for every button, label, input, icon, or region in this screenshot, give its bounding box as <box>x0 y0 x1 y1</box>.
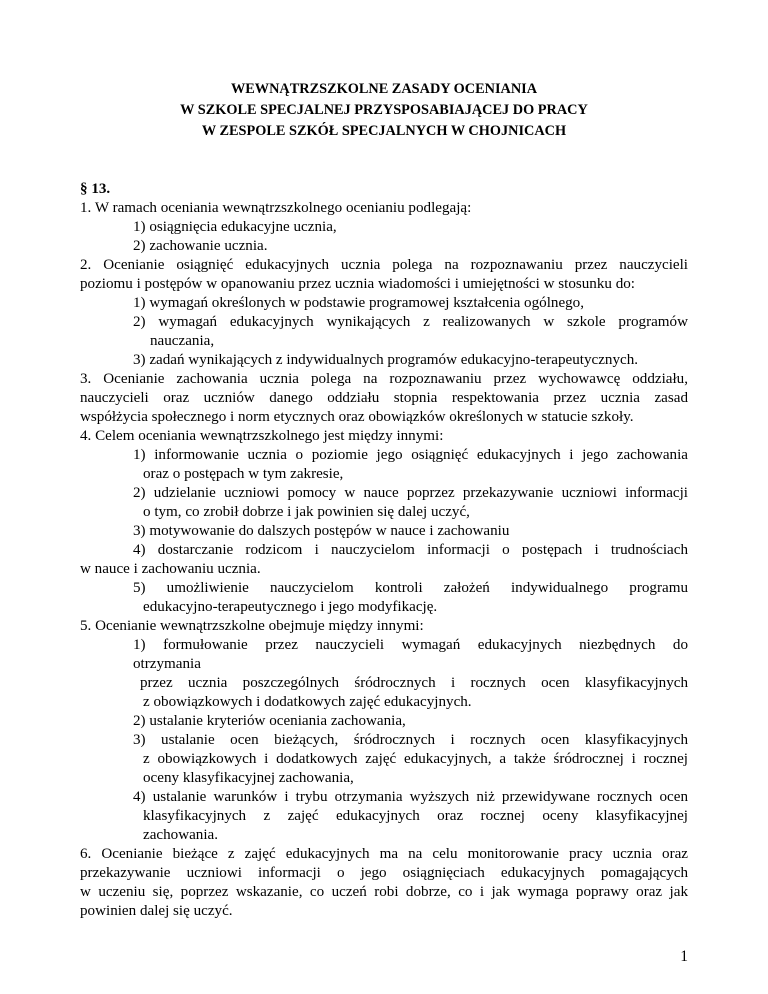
text-line: 6. Ocenianie bieżące z zajęć edukacyjnych ma na celu monitorowanie pracy ucznia oraz <box>80 846 688 862</box>
text-line: 2) wymagań edukacyjnych wynikających z realizowanych w szkole programów <box>133 314 688 330</box>
text-line: poziomu i postępów w opanowaniu przez ucznia wiadomości i umiejętności w stosunku do: <box>80 276 636 292</box>
text-line: 3. Ocenianie zachowania ucznia polega na rozpoznawaniu przez wychowawcę oddziału, <box>80 371 688 387</box>
text-line: 1) osiągnięcia edukacyjne ucznia, <box>133 219 337 235</box>
text-line: współżycia społecznego i norm etycznych oraz obowiązków określonych w statucie szkoły. <box>80 409 634 425</box>
text-line: 4. Celem oceniania wewnątrzszkolnego jest między innymi: <box>80 428 444 444</box>
text-line: 2) udzielanie uczniowi pomocy w nauce poprzez przekazywanie uczniowi informacji <box>133 485 688 501</box>
text-line: 5) umożliwienie nauczycielom kontroli założeń indywidualnego programu <box>133 580 688 596</box>
page-number: 1 <box>680 948 688 965</box>
text-line: nauczycieli oraz uczniów danego oddziału stopnia respektowania przez ucznia zasad <box>80 390 688 406</box>
text-line: zachowania. <box>143 827 219 843</box>
text-line: 4) ustalanie warunków i trybu otrzymania wyższych niż przewidywane rocznych ocen <box>133 789 688 805</box>
text-line: 4) dostarczanie rodzicom i nauczycielom informacji o postępach i trudnościach <box>133 542 688 558</box>
text-line: przez ucznia poszczególnych śródrocznych i rocznych ocen klasyfikacyjnych <box>140 675 688 691</box>
text-line: 5. Ocenianie wewnątrzszkolne obejmuje między innymi: <box>80 618 424 634</box>
title-line-2: W SZKOLE SPECJALNEJ PRZYSPOSABIAJĄCEJ DO PRACY <box>180 102 588 118</box>
title-line-3: W ZESPOLE SZKÓŁ SPECJALNYCH W CHOJNICACH <box>201 123 567 139</box>
text-line: 3) zadań wynikających z indywidualnych programów edukacyjno-terapeutycznych. <box>133 352 639 368</box>
text-line: 2) zachowanie ucznia. <box>133 238 268 254</box>
text-line: edukacyjno-terapeutycznego i jego modyfikację. <box>143 599 438 615</box>
text-line: z obowiązkowych i dodatkowych zajęć edukacyjnych, a także śródrocznej i rocznej <box>143 751 688 767</box>
text-line: nauczania, <box>150 333 215 349</box>
text-line: 1. W ramach oceniania wewnątrzszkolnego ocenianiu podlegają: <box>80 200 472 216</box>
text-line: 1) informowanie ucznia o poziomie jego osiągnięć edukacyjnych i jego zachowania <box>133 447 688 463</box>
text-line: przekazywanie uczniowi informacji o jego osiągnięciach edukacyjnych pomagających <box>80 865 688 881</box>
text-line: klasyfikacyjnych z zajęć edukacyjnych oraz rocznej oceny klasyfikacyjnej <box>143 808 688 824</box>
text-line: w uczeniu się, poprzez wskazanie, co uczeń robi dobrze, co i jak wymaga poprawy oraz jak <box>80 884 688 900</box>
text-line: oraz o postępach w tym zakresie, <box>143 466 344 482</box>
text-line: 3) motywowanie do dalszych postępów w nauce i zachowaniu <box>133 523 510 539</box>
text-line: w nauce i zachowaniu ucznia. <box>80 561 261 577</box>
text-line: powinien dalej się uczyć. <box>80 903 233 919</box>
text-line: 2) ustalanie kryteriów oceniania zachowania, <box>133 713 406 729</box>
text-line: 1) formułowanie przez nauczycieli wymagań edukacyjnych niezbędnych do <box>133 637 688 653</box>
text-line: 2. Ocenianie osiągnięć edukacyjnych ucznia polega na rozpoznawaniu przez nauczycieli <box>80 257 688 273</box>
text-line: 1) wymagań określonych w podstawie programowej kształcenia ogólnego, <box>133 295 585 311</box>
text-line: oceny klasyfikacyjnej zachowania, <box>143 770 354 786</box>
text-line: otrzymania <box>133 656 201 672</box>
text-line: z obowiązkowych i dodatkowych zajęć edukacyjnych. <box>143 694 472 710</box>
title-line-1: WEWNĄTRZSZKOLNE ZASADY OCENIANIA <box>230 81 538 97</box>
text-line: o tym, co zrobił dobrze i jak powinien się dalej uczyć, <box>143 504 470 520</box>
section-heading: § 13. <box>80 181 111 197</box>
text-line: 3) ustalanie ocen bieżących, śródrocznych i rocznych ocen klasyfikacyjnych <box>133 732 688 748</box>
